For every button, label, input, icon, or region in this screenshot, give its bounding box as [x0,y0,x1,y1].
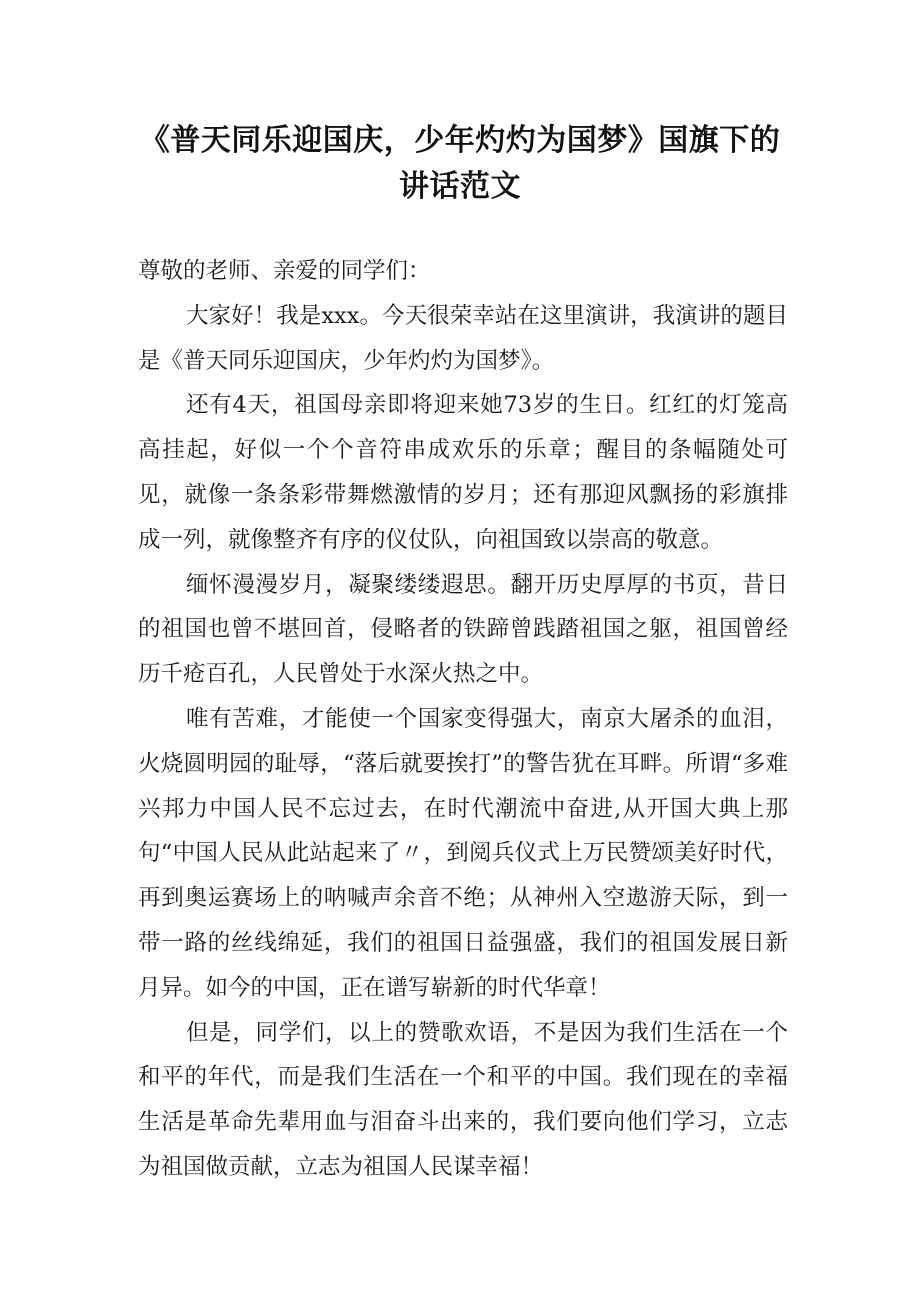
paragraph-1: 大家好！我是xxx。今天很荣幸站在这里演讲，我演讲的题目是《普天同乐迎国庆，少年灼灼为国梦》。 [138,302,788,374]
paragraph-2: 还有4天，祖国母亲即将迎来她73岁的生日。红红的灯笼高高挂起，好似一个个音符串成欢乐的乐章；醒目的条幅随处可见，就像一条条彩带舞燃激情的岁月；还有那迎风飘扬的彩旗排成一列，就像整齐有序的仪仗队，向祖国致以崇高的敬意。 [138,392,788,553]
paragraph-3: 缅怀漫漫岁月，凝聚缕缕遐思。翻开历史厚厚的书页，昔日的祖国也曾不堪回首，侵略者的铁蹄曾践踏祖国之躯，祖国曾经历千疮百孔，人民曾处于水深火热之中。 [138,571,788,688]
document-title: 《普天同乐迎国庆，少年灼灼为国梦》国旗下的讲话范文 [139,123,781,204]
paragraph-4: 唯有苦难，才能使一个国家变得强大，南京大屠杀的血泪，火烧圆明园的耻辱，“落后就要挨打”的警告犹在耳畔。所谓“多难兴邦力中国人民不忘过去，在时代潮流中奋进,从开国大典上那句“中国人民从此站起来了〃，到阅兵仪式上万民赞颂美好时代，再到奥运赛场上的呐喊声余音不绝；从神州入空遨游天际，到一带一路的丝线绵延，我们的祖国日益强盛，我们的祖国发展日新月异。如今的中国，正在谱写崭新的时代华章！ [138,705,788,1001]
paragraph-5: 但是，同学们，以上的赞歌欢语，不是因为我们生活在一个和平的年代，而是我们生活在一个和平的中国。我们现在的幸福生活是革命先辈用血与泪奋斗出来的，我们要向他们学习，立志为祖国做贡献，立志为祖国人民谋幸福！ [138,1019,788,1180]
document-body [138,249,788,1190]
salutation: 尊敬的老师、亲爱的同学们： [138,258,431,284]
